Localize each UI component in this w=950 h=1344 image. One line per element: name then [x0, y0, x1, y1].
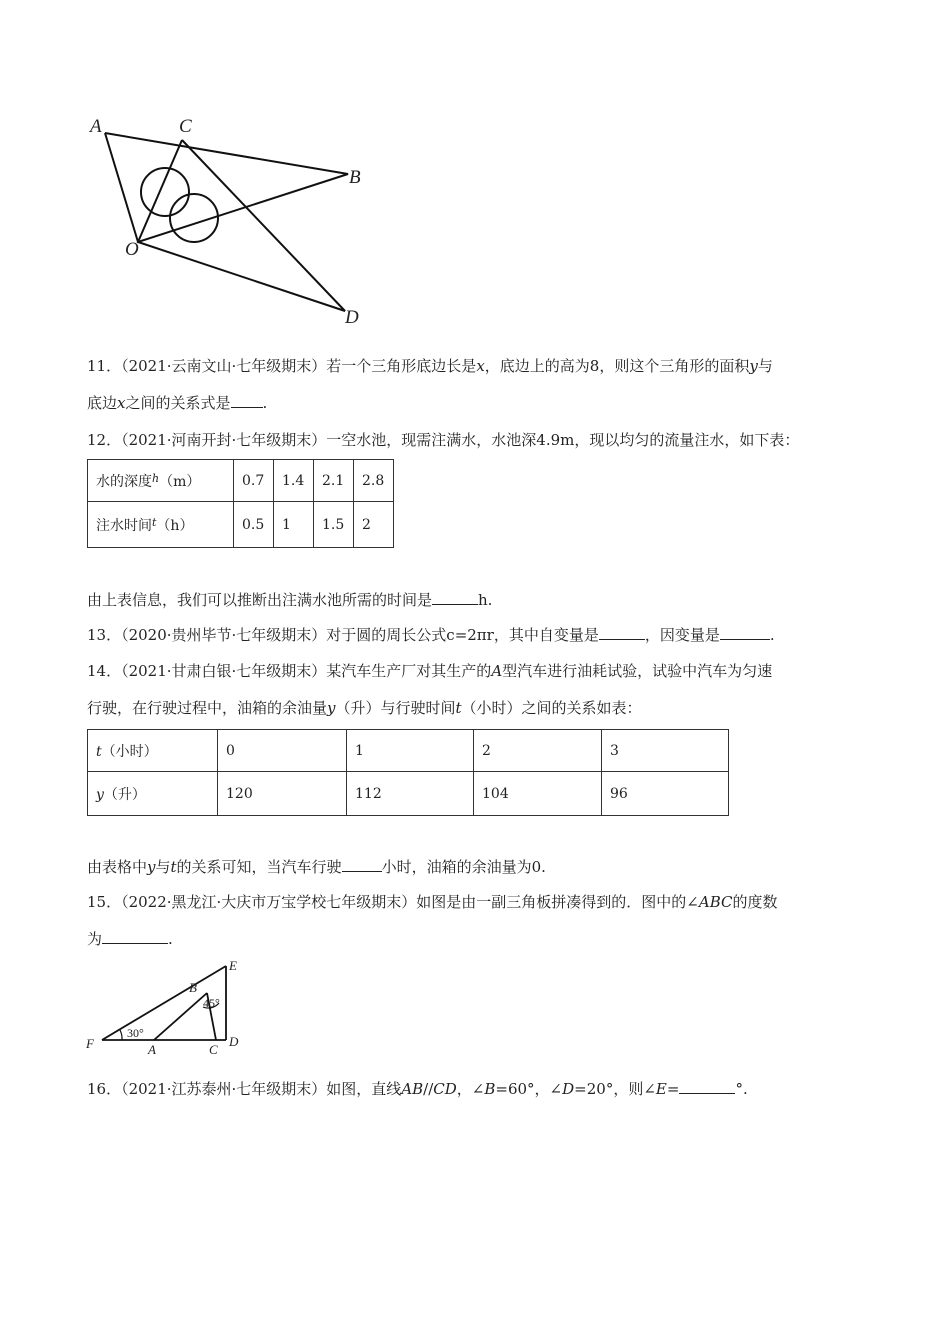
figure-triangles-circles — [85, 110, 375, 330]
label-D: D — [229, 1034, 239, 1049]
circle-left — [141, 168, 189, 216]
answer-blank — [432, 590, 478, 605]
cell: 1 — [347, 730, 474, 772]
q15-line1: 15．（2022·黑龙江·大庆市万宝学校七年级期末）如图是由一副三角板拼凑得到的．图中的∠ABC的度数 — [87, 893, 778, 911]
cell: 0 — [218, 730, 347, 772]
answer-blank — [102, 929, 168, 944]
q13-text: 13．（2020·贵州毕节·七年级期末）对于圆的周长公式c=2πr，其中自变量是 ，因变量是 . — [87, 626, 775, 644]
q14-after: 由表格中y与t的关系可知，当汽车行驶 小时，油箱的余油量为0. — [87, 858, 546, 876]
answer-blank — [342, 857, 382, 872]
answer-blank — [231, 393, 263, 408]
answer-blank — [599, 625, 645, 640]
triangle-cod-outline — [138, 140, 345, 311]
cell: 1 — [274, 502, 314, 548]
cell: 104 — [474, 772, 602, 816]
label-B: B — [349, 167, 361, 188]
q14-line1: 14．（2021·甘肃白银·七年级期末）某汽车生产厂对其生产的A型汽车进行油耗试验，试验中汽车为匀速 — [87, 662, 773, 680]
answer-blank — [679, 1079, 735, 1094]
angle-arc-30 — [120, 1030, 122, 1040]
row-label: 注水时间$^t$（h） — [88, 502, 234, 548]
label-A: A — [90, 116, 102, 137]
cell: 2.8 — [354, 460, 394, 502]
cell: 112 — [347, 772, 474, 816]
label-A: A — [148, 1042, 156, 1057]
q11-line1: 11．（2021·云南文山·七年级期末）若一个三角形底边长是x，底边上的高为8，则这个三角形的面积y与 — [87, 357, 773, 375]
cell: 2 — [354, 502, 394, 548]
cell: 0.5 — [234, 502, 274, 548]
q12-after: 由上表信息，我们可以推断出注满水池所需的时间是 h. — [87, 591, 493, 609]
q11-line2: 底边x之间的关系式是 . — [87, 394, 268, 412]
figure-set-squares — [82, 956, 252, 1058]
table-row — [88, 460, 394, 502]
q14-line2: 行驶，在行驶过程中，油箱的余油量y（升）与行驶时间t（小时）之间的关系如表： — [87, 699, 642, 717]
cell: 2.1 — [314, 460, 354, 502]
angle-label-30: 30° — [127, 1026, 144, 1040]
label-D: D — [345, 307, 359, 328]
table-row — [88, 502, 394, 548]
label-O: O — [125, 239, 139, 260]
label-B: B — [189, 980, 197, 995]
cell: 1.5 — [314, 502, 354, 548]
q16-text: 16．（2021·江苏泰州·七年级期末）如图，直线AB//CD，∠B=60°，∠D=20°，则∠E= °. — [87, 1080, 748, 1098]
label-E: E — [229, 958, 237, 973]
label-C: C — [209, 1042, 218, 1057]
cell: 120 — [218, 772, 347, 816]
cell: 2 — [474, 730, 602, 772]
cell: 0.7 — [234, 460, 274, 502]
row-label: 水的深度$^h$（m） — [88, 460, 234, 502]
table-row — [88, 772, 729, 816]
q14-table — [87, 729, 729, 816]
segment-ab — [154, 993, 207, 1040]
cell: 96 — [602, 772, 729, 816]
cell: 1.4 — [274, 460, 314, 502]
label-C: C — [179, 116, 192, 137]
angle-label-45: 45° — [203, 996, 220, 1010]
row-label: y（升） — [88, 772, 218, 816]
q12-text: 12．（2021·河南开封·七年级期末）一空水池，现需注满水，水池深4.9m，现以均匀的流量注水，如下表： — [87, 431, 800, 449]
answer-blank — [720, 625, 770, 640]
label-F: F — [86, 1036, 94, 1051]
table-row — [88, 730, 729, 772]
row-label: t（小时） — [88, 730, 218, 772]
q15-line2: 为 . — [87, 930, 173, 948]
q12-table — [87, 459, 394, 548]
cell: 3 — [602, 730, 729, 772]
